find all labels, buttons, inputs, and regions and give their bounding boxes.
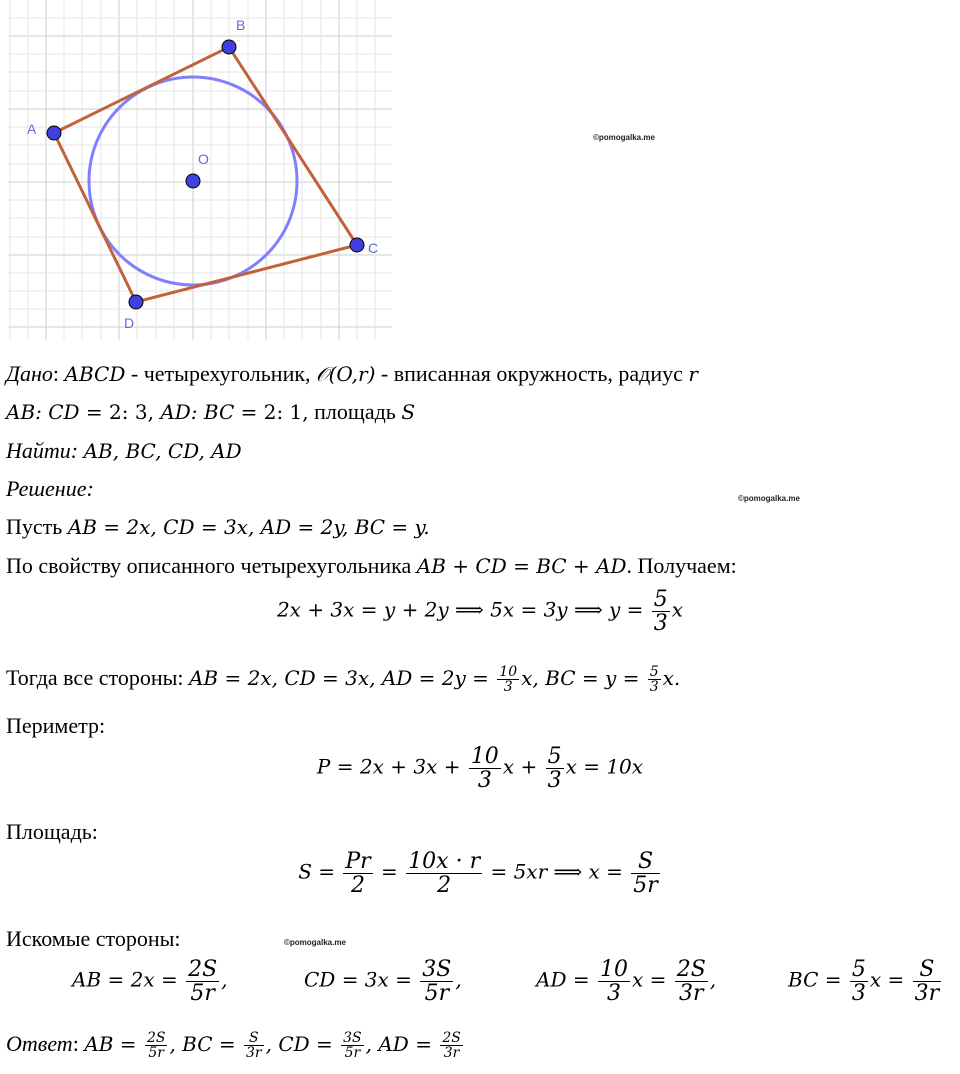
find-label: Найти: [6,438,79,463]
fraction: $\frac{3S}{5r}$ [422,957,452,1007]
point-d [129,295,143,309]
given-label: Дано [6,361,53,386]
sides-expr-2: x, BC = y = [521,666,646,690]
perimeter-expr-2: x + [502,754,544,779]
answer-label: Ответ [6,1031,73,1056]
grid [8,0,392,340]
fraction: $\frac{10x \cdot r}{2}$ [408,849,481,899]
sides-expr-3: x. [662,666,681,690]
perimeter-expr-1: P = 2x + 3x + [316,754,467,779]
ratio-ad-bc: AD: BC [160,400,235,424]
eq1-right: x [671,597,684,622]
ratio-area: S [401,400,416,424]
find-expr: AB, BC, CD, AD [83,439,242,463]
label-a: A [27,121,37,137]
fraction: $\frac{5}{3}$ [653,587,668,637]
results-label: Искомые стороны: [6,926,181,951]
result-ad: AD = $\frac{10}{3}$ x = $\frac{2S}{3r}$ , [536,957,717,1007]
area-expr-2: = [374,859,405,884]
let-line [6,513,430,541]
area-expr-1: S = [298,859,342,884]
let-expr: AB = 2x, CD = 3x, AD = 2y, BC = y. [67,515,430,539]
fraction: $\frac{5}{3}$ [649,663,659,696]
fraction: $\frac{5}{3}$ [547,744,562,794]
fraction: $\frac{10}{3}$ [470,744,499,794]
fraction: $\frac{3S}{5r}$ [343,1029,362,1062]
ratio-value-1: = 2: 3, [79,400,161,424]
given-text-2: - вписанная окружность, радиус [375,361,689,386]
point-c [350,238,364,252]
fraction: $\frac{10}{3}$ [599,957,628,1007]
point-a [47,126,61,140]
label-d: D [124,315,135,331]
ratio-ab-cd: AB: CD [6,400,80,424]
point-o [186,174,200,188]
area-equation [0,850,960,897]
given-quad: ABCD [64,362,126,386]
geometry-figure [0,0,400,345]
result-ab: AB = 2x = $\frac{2S}{5r}$ , [72,957,228,1007]
given-text-1: - четырехугольник, [125,361,317,386]
answer-line: Ответ: AB = $\frac{2S}{5r}$ , BC = $\frac{S}{3r}$ , CD = $\frac{3S}{5r}$ , AD = $\frac{2S}{3r}$ [6,1029,461,1062]
label-c: C [368,240,379,256]
fraction: $\frac{2S}{3r}$ [442,1029,461,1062]
property-expr: AB + CD = BC + AD [416,554,627,578]
solution-label: Решение: [6,476,94,501]
sides-text: Тогда все стороны: [6,665,189,690]
area-label: Площадь: [6,819,98,844]
quadrilateral-abcd [54,47,357,302]
fraction: $\frac{S}{5r}$ [633,849,658,899]
fraction: $\frac{5}{3}$ [851,957,866,1007]
fraction: $\frac{10}{3}$ [499,663,518,696]
find-line [6,437,242,465]
sides-expr-1: AB = 2x, CD = 3x, AD = 2y = [188,666,496,690]
point-b [222,40,236,54]
sides-line [6,664,680,695]
fraction: $\frac{2S}{5r}$ [146,1029,166,1062]
label-b: B [236,17,246,33]
fraction: $\frac{2S}{3r}$ [676,957,706,1007]
fraction: $\frac{Pr}{2}$ [345,849,371,899]
ratio-line [6,398,415,426]
equation-1 [0,588,960,635]
watermark: ©pomogalka.me [284,938,346,947]
fraction: $\frac{S}{3r}$ [914,957,940,1007]
ratio-value-2: = 2: 1, [234,400,309,424]
given-circle: 𝒪(O,r) [316,362,376,386]
perimeter-expr-3: x = 10x [565,754,644,779]
property-line [6,552,737,580]
label-o: O [198,151,209,167]
ratio-text: площадь [308,399,402,424]
area-expr-3: = 5xr ⟹ x = [484,859,630,884]
fraction: $\frac{2S}{5r}$ [188,957,218,1007]
let-text: Пусть [6,514,68,539]
watermark: ©pomogalka.me [593,133,655,142]
watermark: ©pomogalka.me [738,494,800,503]
property-tail: . Получаем: [626,553,737,578]
perimeter-equation [0,745,960,792]
result-bc: BC = $\frac{5}{3}$ x = $\frac{S}{3r}$ [788,957,940,1007]
eq1-left: 2x + 3x = y + 2y ⟹ 5x = 3y ⟹ y = [276,597,650,622]
result-cd: CD = 3x = $\frac{3S}{5r}$ , [304,957,462,1007]
property-text: По свойству описанного четырехугольника [6,553,417,578]
given-radius: r [688,362,698,386]
fraction: $\frac{S}{3r}$ [246,1029,262,1062]
given-line: Дано: ABCD - четырехугольник, 𝒪(O,r) - вписанная окружность, радиус r [6,361,698,386]
perimeter-label: Периметр: [6,713,106,738]
